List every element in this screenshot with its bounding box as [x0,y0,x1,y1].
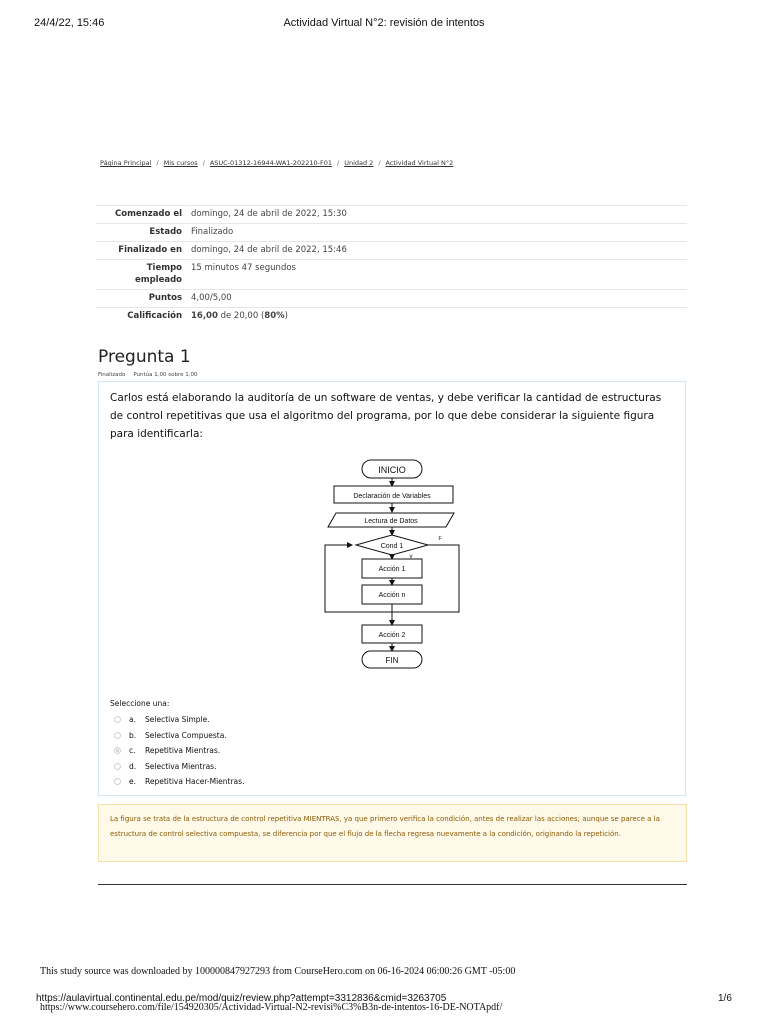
radio-selected-icon[interactable] [114,747,121,754]
summary-label: Finalizado en [96,242,187,260]
flow-condition-label: Cond 1 [380,543,404,550]
flow-input-label: Lectura de Datos [364,518,418,525]
grade-end: ) [284,311,288,321]
flow-start-label: INICIO [378,465,406,475]
print-page-title: Actividad Virtual N°2: revisión de intentos [283,17,485,29]
study-source-notice: This study source was downloaded by 100000847927293 from CourseHero.com on 06-16-2024 06:00:26 GMT -05:00 [40,966,516,977]
option-letter: b. [129,730,137,740]
summary-value: 4,00/5,00 [187,290,688,308]
breadcrumb-separator: / [156,159,159,167]
summary-row-started [96,206,687,224]
breadcrumb-activity[interactable]: Actividad Virtual N°2 [385,159,454,167]
option-letter: d. [129,761,137,771]
breadcrumb-separator: / [202,159,205,167]
answer-options [114,712,244,790]
attempt-summary-table [96,205,687,325]
flow-action1-label: Acción 1 [378,566,406,573]
summary-label: Calificación [96,308,187,326]
feedback-text: La figura se trata de la estructura de control repetitiva MIENTRAS, ya que primero verifica la condición, antes de realizar las acciones; aunque se parece a la estructura de control selectiva compuesta, se diferencia por que el flujo de la flecha regresa nuevamente a la condición, originando la repetición. [110,815,660,838]
divider [98,884,687,885]
grade-percent: 80% [264,311,285,321]
breadcrumb-my-courses[interactable]: Mis cursos [163,159,198,167]
flow-actionN-label: Acción n [378,592,406,599]
option-a[interactable] [114,712,244,728]
radio-icon[interactable] [114,732,121,739]
summary-label: Tiempo empleado [96,260,187,290]
option-b[interactable] [114,728,244,744]
option-text: Selectiva Compuesta. [145,730,227,740]
breadcrumb-course[interactable]: ASUC-01312-16944-WA1-202210-F01 [209,159,332,167]
breadcrumb-separator: / [336,159,340,167]
option-text: Selectiva Simple. [145,715,210,725]
breadcrumb-unit[interactable]: Unidad 2 [344,159,374,167]
summary-value: Finalizado [187,224,688,242]
option-e[interactable] [114,774,244,790]
flow-true-label: v [409,554,413,560]
option-text: Repetitiva Hacer-Mientras. [145,777,245,787]
grade-middle: de 20,00 ( [217,311,265,321]
summary-row-time [96,260,687,290]
radio-icon[interactable] [114,763,121,770]
flow-false-label: F [438,536,442,542]
summary-value: 15 minutos 47 segundos [187,260,688,290]
select-one-label: Seleccione una: [110,699,170,708]
summary-value [187,308,688,326]
summary-value: domingo, 24 de abril de 2022, 15:30 [187,206,688,224]
flow-end-label: FIN [385,656,399,665]
summary-label: Estado [96,224,187,242]
breadcrumb-home[interactable]: Página Principal [100,159,152,167]
option-letter: a. [129,715,136,725]
option-c[interactable] [114,743,244,759]
option-text: Repetitiva Mientras. [145,746,221,756]
option-text: Selectiva Mientras. [145,761,217,771]
summary-row-state [96,224,687,242]
print-page-number: 1/6 [718,993,732,1004]
summary-label: Puntos [96,290,187,308]
print-datetime: 24/4/22, 15:46 [34,17,105,29]
question-status: Finalizado [98,372,126,378]
radio-icon[interactable] [114,716,121,723]
question-title: Pregunta 1 [98,347,191,367]
radio-icon[interactable] [114,778,121,785]
option-letter: c. [129,746,136,756]
question-text: Carlos está elaborando la auditoría de un software de ventas, y debe verificar la cantidad de estructuras de control repetitivas que usa el algoritmo del programa, por lo que debe considerar la siguiente figura para identificarla: [110,392,662,440]
coursehero-url: https://www.coursehero.com/file/154920305/Actividad-Virtual-N2-revisi%C3%B3n-de-intentos-16-DE-NOTApdf/ [40,1002,503,1013]
print-url: https://aulavirtual.continental.edu.pe/mod/quiz/review.php?attempt=3312836&cmid=3263705 [36,993,447,1004]
flow-declaration-label: Declaración de Variables [353,493,431,500]
summary-row-grade [96,308,687,326]
summary-value: domingo, 24 de abril de 2022, 15:46 [187,242,688,260]
flow-action2-label: Acción 2 [378,632,406,639]
question-meta [98,372,206,378]
grade-score: 16,00 [191,311,218,321]
breadcrumb-separator: / [378,159,381,167]
question-points: Puntúa 1,00 sobre 1,00 [133,372,198,378]
breadcrumb [100,159,453,167]
option-letter: e. [129,777,136,787]
option-d[interactable] [114,759,244,775]
flowchart-figure [318,455,468,670]
summary-row-finished [96,242,687,260]
summary-label: Comenzado el [96,206,187,224]
summary-row-points [96,290,687,308]
